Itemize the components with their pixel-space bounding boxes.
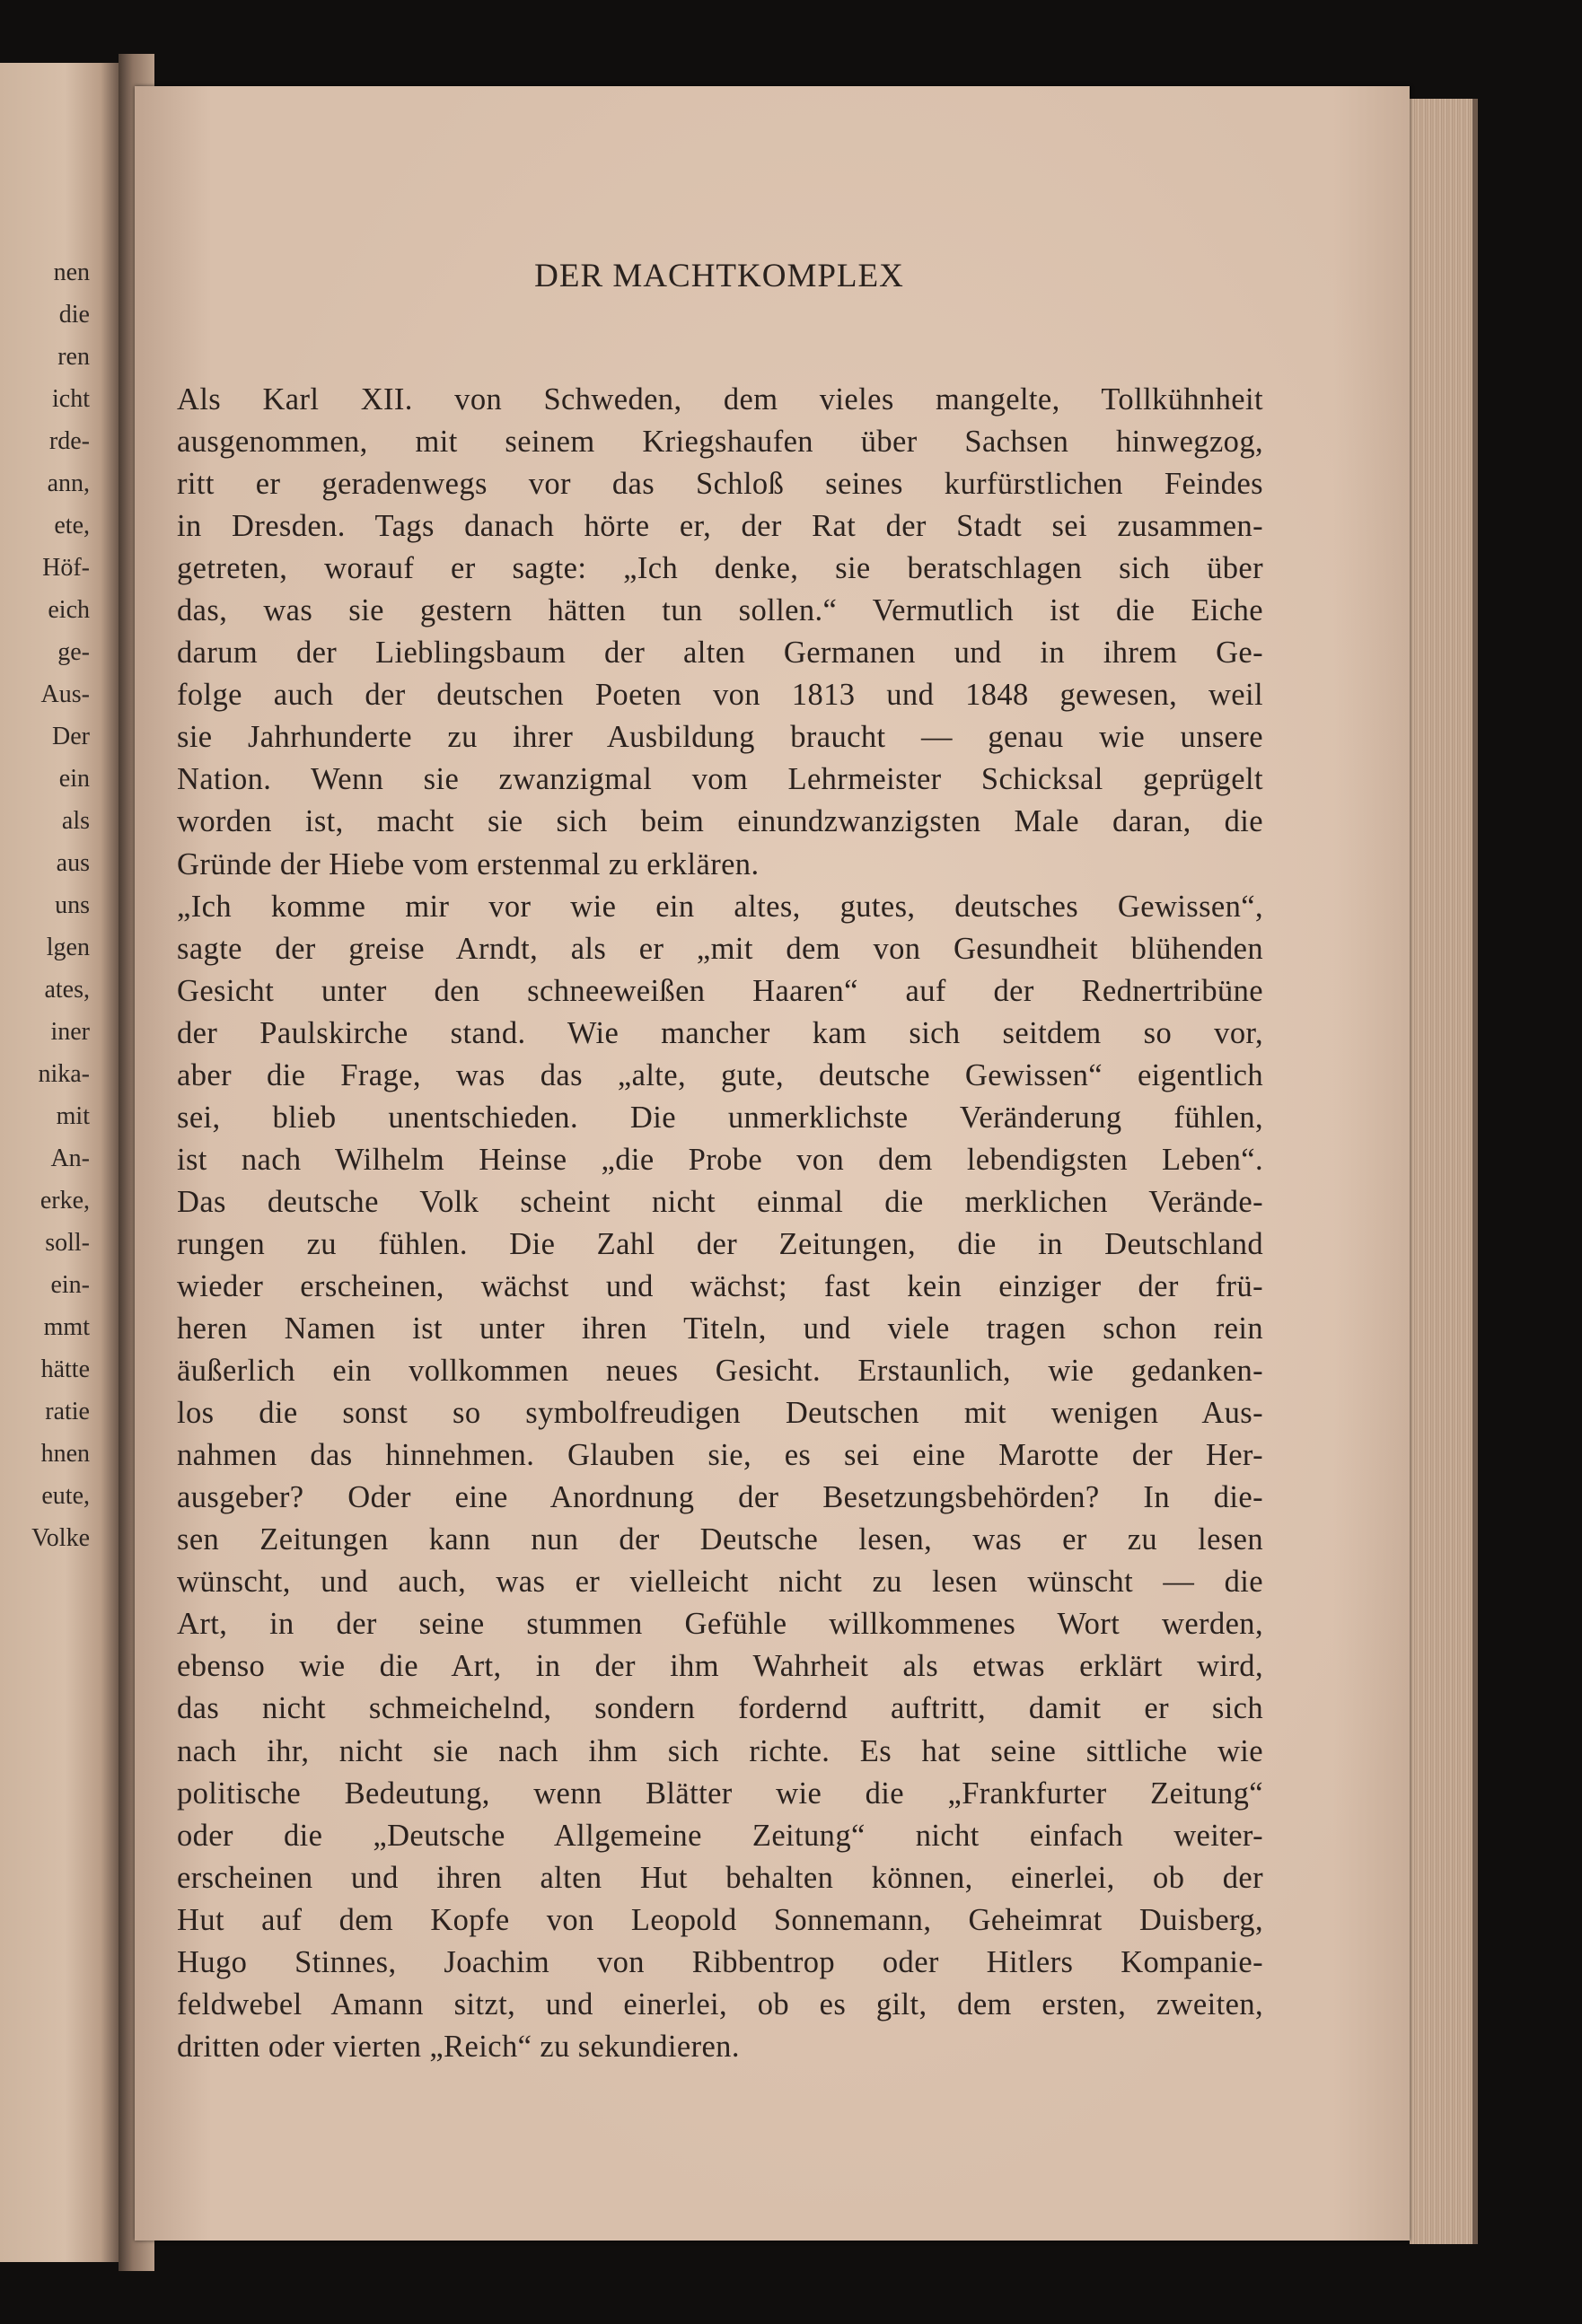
text-line: ausgeber? Oder eine Anordnung der Besetzungsbehörden? In die- (177, 1480, 1263, 1515)
text-line: ritt er geradenwegs vor das Schloß seines kurfürstlichen Feindes (177, 467, 1263, 502)
left-page-fragment: ren (57, 343, 90, 371)
text-line: der Paulskirche stand. Wie mancher kam sich seitdem so vor, (177, 1015, 1263, 1050)
left-page-fragment: Der (52, 723, 90, 750)
left-page-fragment: ann, (47, 469, 90, 497)
left-page-fragment: lgen (46, 934, 90, 961)
left-page-fragment: ein- (50, 1271, 90, 1299)
text-line: nahmen das hinnehmen. Glauben sie, es sei eine Marotte der Her- (177, 1438, 1263, 1473)
left-page (0, 63, 119, 2262)
text-line: ebenso wie die Art, in der ihm Wahrheit als etwas erklärt wird, (177, 1649, 1263, 1684)
text-line: feldwebel Amann sitzt, und einerlei, ob es gilt, dem ersten, zweiten, (177, 1986, 1263, 2021)
text-line: dritten oder vierten „Reich“ zu sekundieren. (177, 2029, 740, 2064)
text-line: erscheinen und ihren alten Hut behalten können, einerlei, ob der (177, 1860, 1263, 1895)
left-page-fragment: mmt (43, 1313, 90, 1341)
text-line: sen Zeitungen kann nun der Deutsche lesen, was er zu lesen (177, 1522, 1263, 1557)
chapter-heading: DER MACHTKOMPLEX (534, 258, 904, 294)
text-line: ausgenommen, mit seinem Kriegshaufen über Sachsen hinwegzog, (177, 425, 1263, 460)
text-line: los die sonst so symbolfreudigen Deutschen mit wenigen Aus- (177, 1396, 1263, 1431)
left-page-fragment: ates, (44, 976, 90, 1004)
text-line: sagte der greise Arndt, als er „mit dem von Gesundheit blühenden (177, 931, 1263, 966)
left-page-fragment: die (58, 301, 90, 329)
text-line: getreten, worauf er sagte: „Ich denke, sie beratschlagen sich über (177, 551, 1263, 586)
left-page-fragment: ratie (45, 1398, 90, 1425)
text-line: Art, in der seine stummen Gefühle willkommenes Wort werden, (177, 1607, 1263, 1642)
text-line: Hut auf dem Kopfe von Leopold Sonnemann, Geheimrat Duisberg, (177, 1902, 1263, 1937)
left-page-fragment: ge- (57, 638, 90, 666)
text-line: aber die Frage, was das „alte, gute, deutsche Gewissen“ eigentlich (177, 1057, 1263, 1092)
text-line: „Ich komme mir vor wie ein altes, gutes, deutsches Gewissen“, (177, 889, 1263, 924)
text-line: das, was sie gestern hätten tun sollen.“ Vermutlich ist die Eiche (177, 593, 1263, 628)
text-line: Als Karl XII. von Schweden, dem vieles mangelte, Tollkühnheit (177, 382, 1263, 417)
text-line: das nicht schmeichelnd, sondern fordernd auftritt, damit er sich (177, 1691, 1263, 1726)
left-page-fragment: rde- (48, 427, 90, 455)
text-line: Hugo Stinnes, Joachim von Ribbentrop oder Hitlers Kompanie- (177, 1944, 1263, 1979)
text-line: oder die „Deutsche Allgemeine Zeitung“ nicht einfach weiter- (177, 1818, 1263, 1853)
left-page-fragment: nen (53, 259, 90, 286)
text-line: nach ihr, nicht sie nach ihm sich richte. Es hat seine sittliche wie (177, 1733, 1263, 1768)
text-line: wieder erscheinen, wächst und wächst; fast kein einziger der frü- (177, 1268, 1263, 1303)
text-line: rungen zu fühlen. Die Zahl der Zeitungen, die in Deutschland (177, 1226, 1263, 1261)
text-line: in Dresden. Tags danach hörte er, der Rat der Stadt sei zusammen- (177, 509, 1263, 544)
left-page-fragment: ete, (54, 512, 90, 539)
left-page-fragment: icht (52, 385, 90, 413)
text-line: politische Bedeutung, wenn Blätter wie die „Frankfurter Zeitung“ (177, 1776, 1263, 1811)
left-page-fragment: Höf- (42, 554, 90, 582)
text-line: Gesicht unter den schneeweißen Haaren“ auf der Rednertribüne (177, 973, 1263, 1008)
left-page-fragment: iner (50, 1018, 90, 1046)
left-page-fragment: hnen (40, 1440, 90, 1468)
left-page-fragment: hätte (40, 1355, 90, 1383)
left-page-fragment: eich (48, 596, 90, 624)
text-line: darum der Lieblingsbaum der alten Germanen und in ihrem Ge- (177, 636, 1263, 671)
left-page-fragment: als (61, 807, 90, 835)
left-page-fragment: erke, (40, 1187, 90, 1215)
text-line: sie Jahrhunderte zu ihrer Ausbildung braucht — genau wie unsere (177, 720, 1263, 755)
left-page-fragment: An- (50, 1144, 90, 1172)
left-page-fragment: Aus- (40, 680, 90, 708)
text-line: wünscht, und auch, was er vielleicht nicht zu lesen wünscht — die (177, 1565, 1263, 1600)
left-page-fragment: aus (56, 849, 90, 877)
page-edges (1410, 99, 1478, 2244)
text-line: sei, blieb unentschieden. Die unmerklichste Veränderung fühlen, (177, 1100, 1263, 1135)
left-page-fragments (0, 251, 90, 1559)
left-page-fragment: Volke (31, 1524, 90, 1552)
left-page-fragment: uns (55, 891, 90, 919)
left-page-fragment: ein (58, 765, 90, 793)
text-line: Das deutsche Volk scheint nicht einmal die merklichen Verände- (177, 1184, 1263, 1219)
text-line: Nation. Wenn sie zwanzigmal vom Lehrmeister Schicksal geprügelt (177, 762, 1263, 797)
left-page-fragment: mit (56, 1102, 90, 1130)
text-line: Gründe der Hiebe vom erstenmal zu erklären. (177, 846, 760, 881)
text-line: folge auch der deutschen Poeten von 1813 und 1848 gewesen, weil (177, 678, 1263, 713)
text-line: äußerlich ein vollkommen neues Gesicht. Erstaunlich, wie gedanken- (177, 1354, 1263, 1389)
text-line: ist nach Wilhelm Heinse „die Probe von dem lebendigsten Leben“. (177, 1142, 1263, 1177)
left-page-fragment: eute, (41, 1482, 90, 1510)
body-text (177, 379, 1263, 2068)
text-line: heren Namen ist unter ihren Titeln, und viele tragen schon rein (177, 1311, 1263, 1346)
left-page-fragment: soll- (45, 1229, 90, 1257)
left-page-fragment: nika- (38, 1060, 90, 1088)
text-line: worden ist, macht sie sich beim einundzwanzigsten Male daran, die (177, 804, 1263, 839)
